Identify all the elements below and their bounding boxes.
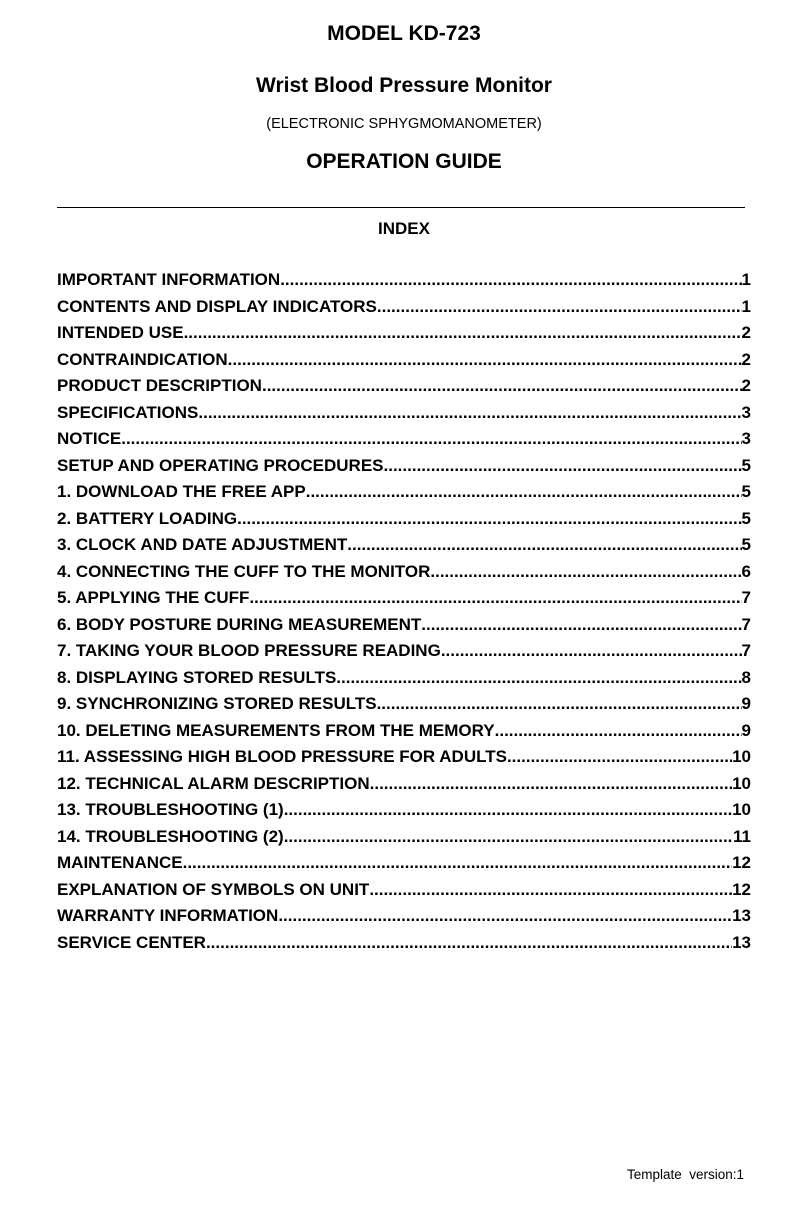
toc-entry[interactable] xyxy=(57,269,751,296)
toc-entry[interactable] xyxy=(57,402,751,429)
toc-entry[interactable] xyxy=(57,428,751,455)
toc-entry-title: 12. TECHNICAL ALARM DESCRIPTION xyxy=(57,773,370,793)
toc-leader-dots xyxy=(377,693,742,715)
toc-entry-page: 7 xyxy=(741,641,751,660)
toc-entry[interactable] xyxy=(57,455,751,482)
guide-title: OPERATION GUIDE xyxy=(306,150,502,173)
toc-leader-dots xyxy=(495,720,742,742)
toc-entry-title: 13. TROUBLESHOOTING (1) xyxy=(57,800,284,819)
toc-entry-title: 11. ASSESSING HIGH BLOOD PRESSURE FOR ADULTS xyxy=(57,747,507,766)
toc-entry-page: 7 xyxy=(741,614,751,634)
toc-entry[interactable] xyxy=(57,561,751,588)
toc-leader-dots xyxy=(280,269,741,291)
toc-entry-page: 10 xyxy=(732,773,751,793)
toc-entry-page: 2 xyxy=(741,323,751,342)
toc-entry-title: 7. TAKING YOUR BLOOD PRESSURE READING xyxy=(57,641,441,660)
toc-entry-title: 10. DELETING MEASUREMENTS FROM THE MEMORY xyxy=(57,720,495,740)
toc-entry[interactable] xyxy=(57,746,751,773)
toc-entry-title: EXPLANATION OF SYMBOLS ON UNIT xyxy=(57,879,370,899)
toc-entry-title: 3. CLOCK AND DATE ADJUSTMENT xyxy=(57,535,348,554)
toc-entry-title: CONTENTS AND DISPLAY INDICATORS xyxy=(57,296,377,316)
toc-entry-page: 3 xyxy=(741,429,751,448)
toc-leader-dots xyxy=(384,455,742,477)
toc-leader-dots xyxy=(198,402,741,424)
toc-entry-page: 2 xyxy=(741,349,751,369)
toc-leader-dots xyxy=(347,534,741,556)
toc-leader-dots xyxy=(184,322,742,344)
toc-entry-title: 8. DISPLAYING STORED RESULTS xyxy=(57,667,337,687)
toc-leader-dots xyxy=(507,746,732,768)
toc-entry-page: 3 xyxy=(741,402,751,422)
toc-entry-page: 12 xyxy=(732,853,751,872)
toc-leader-dots xyxy=(278,905,732,927)
toc-entry-page: 2 xyxy=(741,376,751,395)
toc-entry[interactable] xyxy=(57,905,751,932)
toc-entry-title: 6. BODY POSTURE DURING MEASUREMENT xyxy=(57,614,422,634)
toc-leader-dots xyxy=(306,481,742,503)
toc-entry-page: 9 xyxy=(741,720,751,740)
toc-entry-title: MAINTENANCE xyxy=(57,853,183,872)
toc-entry-page: 1 xyxy=(741,270,751,289)
product-subtitle: (ELECTRONIC SPHYGMOMANOMETER) xyxy=(266,116,542,132)
toc-entry-title: 4. CONNECTING THE CUFF TO THE MONITOR xyxy=(57,561,431,581)
toc-entry-page: 10 xyxy=(732,747,751,766)
toc-entry[interactable] xyxy=(57,322,751,349)
toc-entry-title: SETUP AND OPERATING PROCEDURES xyxy=(57,455,384,475)
index-heading: INDEX xyxy=(378,219,430,238)
toc-entry[interactable] xyxy=(57,375,751,402)
toc-leader-dots xyxy=(206,932,732,954)
toc-entry-title: 9. SYNCHRONIZING STORED RESULTS xyxy=(57,694,377,713)
toc-leader-dots xyxy=(430,561,741,583)
toc-entry-page: 5 xyxy=(741,455,751,475)
toc-leader-dots xyxy=(377,296,742,318)
toc-entry-page: 11 xyxy=(733,826,751,846)
toc-leader-dots xyxy=(237,508,741,530)
toc-entry-page: 5 xyxy=(741,482,751,501)
toc-entry-page: 13 xyxy=(732,932,751,952)
toc-entry[interactable] xyxy=(57,667,751,694)
toc-entry[interactable] xyxy=(57,481,751,508)
toc-entry-title: 5. APPLYING THE CUFF xyxy=(57,588,250,607)
toc-entry-title: PRODUCT DESCRIPTION xyxy=(57,376,262,395)
toc-entry-title: 2. BATTERY LOADING xyxy=(57,508,238,528)
toc-leader-dots xyxy=(284,799,732,821)
toc-entry[interactable] xyxy=(57,296,751,323)
toc-leader-dots xyxy=(336,667,741,689)
toc-entry-page: 5 xyxy=(741,508,751,528)
toc-entry-title: IMPORTANT INFORMATION xyxy=(57,270,281,289)
toc-entry[interactable] xyxy=(57,773,751,800)
toc-entry-page: 13 xyxy=(732,906,751,925)
toc-entry-page: 10 xyxy=(732,800,751,819)
toc-entry-page: 5 xyxy=(741,535,751,554)
toc-entry-title: 14. TROUBLESHOOTING (2) xyxy=(57,826,284,846)
toc-leader-dots xyxy=(369,879,732,901)
toc-entry-page: 7 xyxy=(741,588,751,607)
toc-entry[interactable] xyxy=(57,640,751,667)
toc-entry[interactable] xyxy=(57,508,751,535)
toc-entry-title: 1. DOWNLOAD THE FREE APP xyxy=(57,482,306,501)
model-title: MODEL KD-723 xyxy=(327,22,481,45)
toc-entry-title: INTENDED USE xyxy=(57,323,184,342)
toc-entry[interactable] xyxy=(57,852,751,879)
template-version: Template version:1 xyxy=(626,1167,744,1182)
toc-entry-title: NOTICE xyxy=(57,429,122,448)
toc-entry-page: 8 xyxy=(741,667,751,687)
toc-leader-dots xyxy=(121,428,741,450)
toc-entry-page: 1 xyxy=(741,296,751,316)
toc-entry[interactable] xyxy=(57,799,751,826)
toc-entry[interactable] xyxy=(57,932,751,959)
toc-entry-title: SERVICE CENTER xyxy=(57,932,206,952)
product-title: Wrist Blood Pressure Monitor xyxy=(256,74,552,97)
toc-entry[interactable] xyxy=(57,534,751,561)
toc-entry[interactable] xyxy=(57,587,751,614)
table-of-contents xyxy=(57,269,751,958)
toc-entry[interactable] xyxy=(57,826,751,853)
toc-leader-dots xyxy=(183,852,732,874)
toc-entry-page: 6 xyxy=(741,561,751,581)
toc-leader-dots xyxy=(284,826,733,848)
toc-entry-page: 12 xyxy=(732,879,751,899)
toc-leader-dots xyxy=(249,587,741,609)
toc-entry-title: WARRANTY INFORMATION xyxy=(57,906,279,925)
toc-leader-dots xyxy=(262,375,742,397)
toc-entry-title: CONTRAINDICATION xyxy=(57,349,228,369)
toc-entry[interactable] xyxy=(57,693,751,720)
toc-entry[interactable] xyxy=(57,614,751,641)
toc-entry-page: 9 xyxy=(741,694,751,713)
toc-leader-dots xyxy=(421,614,741,636)
toc-entry-title: SPECIFICATIONS xyxy=(57,402,199,422)
header-divider xyxy=(57,207,745,208)
toc-leader-dots xyxy=(228,349,742,371)
toc-leader-dots xyxy=(441,640,742,662)
toc-entry[interactable] xyxy=(57,349,751,376)
toc-leader-dots xyxy=(370,773,732,795)
toc-entry[interactable] xyxy=(57,720,751,747)
toc-entry[interactable] xyxy=(57,879,751,906)
